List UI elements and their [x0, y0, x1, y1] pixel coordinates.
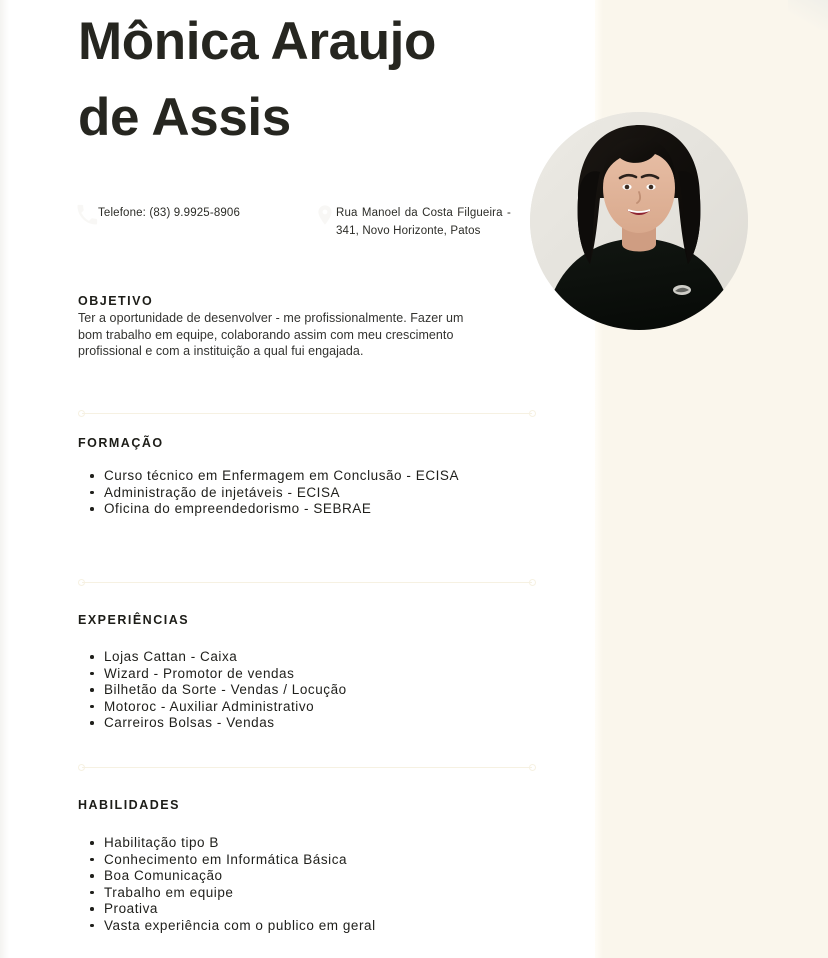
list-item: Habilitação tipo B: [104, 835, 540, 851]
list-item: Trabalho em equipe: [104, 885, 540, 901]
list-item: Oficina do empreendedorismo - SEBRAE: [104, 501, 540, 517]
name-line-1: Mônica Araujo: [78, 12, 436, 71]
contact-address: [314, 200, 519, 240]
section-title-objetivo: OBJETIVO: [78, 294, 154, 308]
objetivo-text: Ter a oportunidade de desenvolver - me profissionalmente. Fazer um bom trabalho em equipe, colaborando assim com meu crescimento profissional e com a instituição a qual fui engajada.: [78, 311, 464, 358]
section-divider: [78, 579, 536, 586]
formacao-list: [78, 468, 540, 517]
list-item: Carreiros Bolsas - Vendas: [104, 715, 540, 731]
list-item: Vasta experiência com o publico em geral: [104, 918, 540, 934]
location-pin-icon: [314, 204, 336, 226]
list-item: Motoroc - Auxiliar Administrativo: [104, 699, 540, 715]
list-item: Wizard - Promotor de vendas: [104, 666, 540, 682]
list-item: Lojas Cattan - Caixa: [104, 649, 540, 665]
divider-line: [82, 582, 532, 583]
divider-cap-right: [529, 579, 536, 586]
section-title-habilidades: HABILIDADES: [78, 798, 180, 812]
divider-cap-right: [529, 410, 536, 417]
divider-line: [82, 767, 532, 768]
name-line-2: de Assis: [78, 88, 291, 147]
divider-line: [82, 413, 532, 414]
list-item: Bilhetão da Sorte - Vendas / Locução: [104, 682, 540, 698]
list-item: Proativa: [104, 901, 540, 917]
list-item: Curso técnico em Enfermagem em Conclusão - ECISA: [104, 468, 540, 484]
list-item: Conhecimento em Informática Básica: [104, 852, 540, 868]
section-formacao: [78, 436, 540, 518]
section-divider: [78, 410, 536, 417]
section-title-formacao: FORMAÇÃO: [78, 436, 164, 450]
section-title-experiencias: EXPERIÊNCIAS: [78, 613, 190, 627]
page-corner-shadow: [788, 0, 828, 30]
contact-row: [76, 200, 536, 240]
avatar: [530, 112, 748, 330]
contact-phone: [76, 200, 314, 226]
address-text: Rua Manoel da Costa Filgueira - 341, Novo Horizonte, Patos: [336, 207, 511, 237]
habilidades-list: [78, 835, 540, 933]
phone-icon: [76, 204, 98, 226]
page-title: [78, 4, 548, 156]
portrait-illustration: [530, 112, 748, 330]
section-objetivo: [78, 294, 540, 360]
phone-text: Telefone: (83) 9.9925-8906: [98, 207, 241, 219]
list-item: Boa Comunicação: [104, 868, 540, 884]
section-experiencias: [78, 613, 540, 732]
list-item: Administração de injetáveis - ECISA: [104, 485, 540, 501]
page-left-edge-shadow: [0, 0, 9, 958]
section-divider: [78, 764, 536, 771]
section-habilidades: [78, 798, 540, 934]
divider-cap-right: [529, 764, 536, 771]
experiencias-list: [78, 649, 540, 731]
